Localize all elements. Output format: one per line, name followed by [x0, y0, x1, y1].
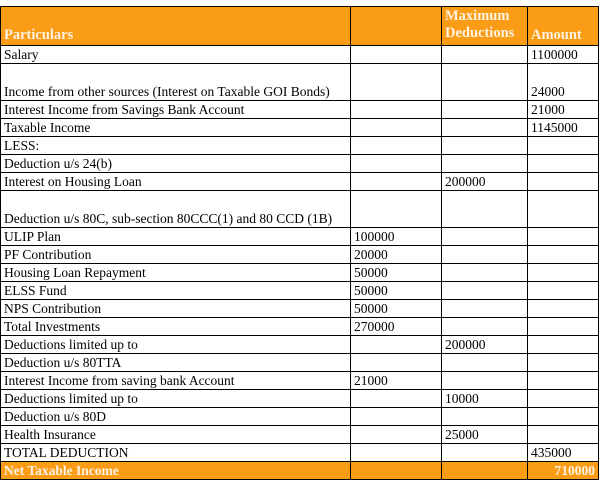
cell-amount[interactable] [528, 155, 599, 173]
cell-amount[interactable] [528, 137, 599, 155]
cell-amount[interactable] [528, 336, 599, 354]
cell-particulars[interactable]: TOTAL DEDUCTION [1, 444, 351, 462]
cell-investments[interactable] [351, 444, 442, 462]
table-row [1, 155, 599, 173]
cell-amount[interactable] [528, 318, 599, 336]
cell-amount[interactable] [528, 246, 599, 264]
cell-maximum-deductions[interactable] [442, 46, 528, 64]
table-header [1, 7, 599, 46]
cell-maximum-deductions[interactable] [442, 101, 528, 119]
net-taxable-income-row [1, 462, 599, 480]
cell-investments[interactable] [351, 46, 442, 64]
cell-amount[interactable] [528, 354, 599, 372]
column-header-maximum-deductions[interactable]: Maximum Deductions [442, 7, 528, 46]
cell-investments[interactable]: 20000 [351, 246, 442, 264]
cell-investments[interactable] [351, 155, 442, 173]
cell-investments[interactable]: 21000 [351, 372, 442, 390]
cell-particulars[interactable]: Interest Income from Savings Bank Account [1, 101, 351, 119]
table-row [1, 46, 599, 64]
cell-amount[interactable]: 21000 [528, 101, 599, 119]
cell-maximum-deductions[interactable]: 10000 [442, 390, 528, 408]
tax-computation-table [0, 6, 599, 480]
table-row [1, 300, 599, 318]
cell-maximum-deductions[interactable] [442, 300, 528, 318]
cell-particulars[interactable]: Salary [1, 46, 351, 64]
cell-maximum-deductions[interactable] [442, 282, 528, 300]
cell-particulars[interactable]: Interest Income from saving bank Account [1, 372, 351, 390]
cell-investments[interactable] [351, 462, 442, 480]
cell-amount[interactable] [528, 372, 599, 390]
cell-investments[interactable]: 50000 [351, 282, 442, 300]
cell-maximum-deductions[interactable]: 200000 [442, 173, 528, 191]
column-header-particulars[interactable]: Particulars [1, 7, 351, 46]
cell-maximum-deductions[interactable] [442, 318, 528, 336]
cell-investments[interactable] [351, 336, 442, 354]
spreadsheet-sheet [0, 6, 598, 480]
table-header-row [1, 7, 599, 46]
table-row [1, 101, 599, 119]
cell-amount[interactable] [528, 390, 599, 408]
cell-maximum-deductions[interactable] [442, 64, 528, 101]
cell-amount[interactable] [528, 228, 599, 246]
cell-investments[interactable] [351, 426, 442, 444]
table-row [1, 336, 599, 354]
cell-investments[interactable] [351, 101, 442, 119]
cell-particulars[interactable]: Income from other sources (Interest on Taxable GOI Bonds) [1, 64, 351, 101]
cell-maximum-deductions[interactable]: 200000 [442, 336, 528, 354]
cell-maximum-deductions[interactable] [442, 191, 528, 228]
table-row [1, 354, 599, 372]
cell-maximum-deductions[interactable] [442, 408, 528, 426]
cell-particulars[interactable]: Deduction u/s 80D [1, 408, 351, 426]
cell-amount[interactable]: 435000 [528, 444, 599, 462]
cell-investments[interactable] [351, 119, 442, 137]
cell-particulars[interactable]: Deduction u/s 80TTA [1, 354, 351, 372]
cell-amount[interactable] [528, 173, 599, 191]
cell-maximum-deductions[interactable]: 25000 [442, 426, 528, 444]
cell-investments[interactable] [351, 64, 442, 101]
cell-maximum-deductions[interactable] [442, 228, 528, 246]
cell-particulars[interactable]: Deductions limited up to [1, 390, 351, 408]
cell-particulars[interactable]: PF Contribution [1, 246, 351, 264]
table-row [1, 264, 599, 282]
cell-particulars[interactable]: ULIP Plan [1, 228, 351, 246]
cell-amount[interactable] [528, 191, 599, 228]
table-row [1, 137, 599, 155]
table-row [1, 246, 599, 264]
cell-amount[interactable]: 1145000 [528, 119, 599, 137]
table-body [1, 46, 599, 480]
cell-particulars[interactable]: Taxable Income [1, 119, 351, 137]
cell-maximum-deductions[interactable] [442, 372, 528, 390]
table-row [1, 444, 599, 462]
cell-maximum-deductions[interactable] [442, 462, 528, 480]
cell-amount[interactable] [528, 300, 599, 318]
cell-investments[interactable] [351, 173, 442, 191]
cell-particulars[interactable]: NPS Contribution [1, 300, 351, 318]
cell-investments[interactable]: 270000 [351, 318, 442, 336]
table-row [1, 390, 599, 408]
cell-amount[interactable] [528, 282, 599, 300]
cell-amount[interactable] [528, 264, 599, 282]
cell-particulars[interactable]: Health Insurance [1, 426, 351, 444]
table-row [1, 173, 599, 191]
table-row [1, 408, 599, 426]
cell-investments[interactable]: 50000 [351, 300, 442, 318]
cell-particulars[interactable]: Deductions limited up to [1, 336, 351, 354]
cell-investments[interactable]: 50000 [351, 264, 442, 282]
table-row [1, 64, 599, 101]
cell-amount[interactable] [528, 408, 599, 426]
column-header-investments[interactable] [351, 7, 442, 46]
cell-maximum-deductions[interactable] [442, 137, 528, 155]
cell-maximum-deductions[interactable] [442, 354, 528, 372]
cell-maximum-deductions[interactable] [442, 155, 528, 173]
cell-amount[interactable]: 1100000 [528, 46, 599, 64]
cell-particulars[interactable]: Deduction u/s 80C, sub-section 80CCC(1) and 80 CCD (1B) [1, 191, 351, 228]
cell-particulars[interactable]: LESS: [1, 137, 351, 155]
cell-investments[interactable] [351, 191, 442, 228]
table-row [1, 119, 599, 137]
table-row [1, 191, 599, 228]
table-row [1, 318, 599, 336]
cell-investments[interactable] [351, 390, 442, 408]
cell-particulars[interactable]: Deduction u/s 24(b) [1, 155, 351, 173]
cell-amount[interactable] [528, 426, 599, 444]
cell-particulars[interactable]: Total Investments [1, 318, 351, 336]
cell-particulars[interactable]: Housing Loan Repayment [1, 264, 351, 282]
cell-maximum-deductions[interactable] [442, 264, 528, 282]
cell-investments[interactable] [351, 408, 442, 426]
cell-particulars[interactable]: ELSS Fund [1, 282, 351, 300]
cell-particulars[interactable]: Interest on Housing Loan [1, 173, 351, 191]
table-row [1, 228, 599, 246]
cell-amount[interactable]: 24000 [528, 64, 599, 101]
cell-particulars[interactable]: Net Taxable Income [1, 462, 351, 480]
cell-maximum-deductions[interactable] [442, 246, 528, 264]
cell-maximum-deductions[interactable] [442, 444, 528, 462]
cell-investments[interactable] [351, 354, 442, 372]
table-row [1, 426, 599, 444]
cell-amount[interactable]: 710000 [528, 462, 599, 480]
cell-investments[interactable] [351, 137, 442, 155]
cell-maximum-deductions[interactable] [442, 119, 528, 137]
cell-investments[interactable]: 100000 [351, 228, 442, 246]
column-header-amount[interactable]: Amount [528, 7, 599, 46]
table-row [1, 372, 599, 390]
table-row [1, 282, 599, 300]
